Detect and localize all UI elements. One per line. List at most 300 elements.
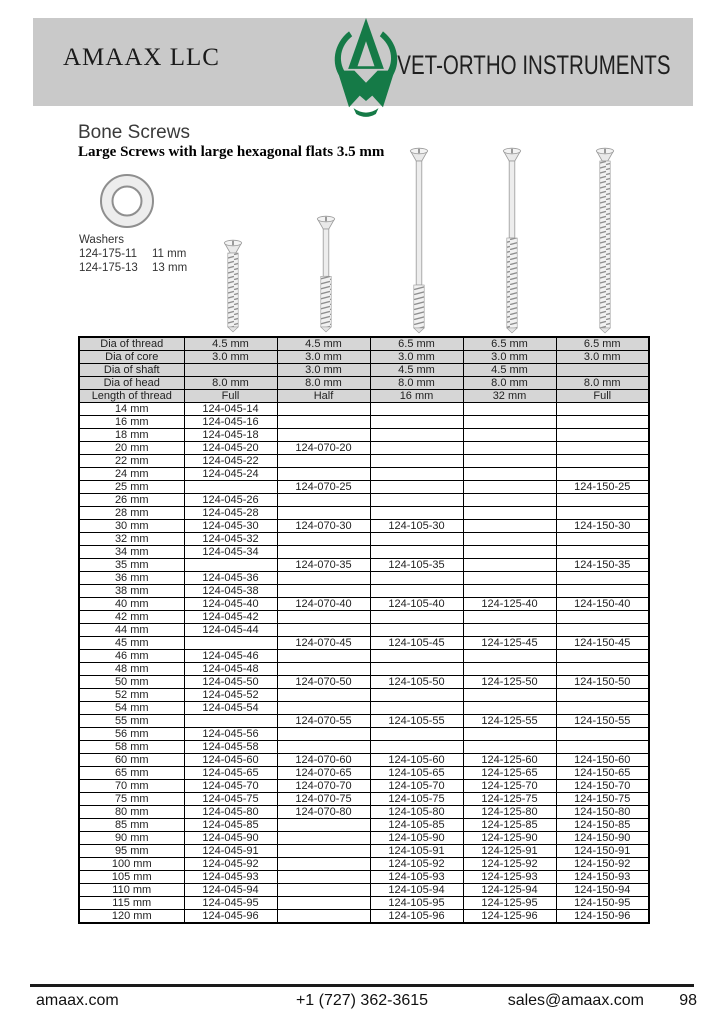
table-row [79,806,649,819]
spec-value: 8.0 mm [184,377,277,390]
part-number: 124-150-93 [556,871,649,884]
table-row [79,650,649,663]
part-number: 124-150-90 [556,832,649,845]
part-number: 124-150-60 [556,754,649,767]
thread-length: 58 mm [79,741,184,754]
part-number: 124-150-25 [556,481,649,494]
part-number [556,455,649,468]
part-number: 124-070-30 [277,520,370,533]
part-number [277,897,370,910]
part-number: 124-045-28 [184,507,277,520]
part-number: 124-125-80 [463,806,556,819]
part-number: 124-045-22 [184,455,277,468]
part-number: 124-150-35 [556,559,649,572]
table-row [79,455,649,468]
spec-value: 8.0 mm [556,377,649,390]
spec-label: Dia of shaft [79,364,184,377]
part-number: 124-045-16 [184,416,277,429]
part-number [277,611,370,624]
thread-length: 55 mm [79,715,184,728]
part-number [556,689,649,702]
spec-row [79,377,649,390]
table-row [79,858,649,871]
spec-row [79,364,649,377]
part-number [370,572,463,585]
part-number [277,689,370,702]
part-number: 124-070-80 [277,806,370,819]
part-number: 124-125-96 [463,910,556,924]
table-row [79,585,649,598]
thread-length: 34 mm [79,546,184,559]
part-number [556,442,649,455]
thread-length: 22 mm [79,455,184,468]
spec-value: 6.5 mm [370,337,463,351]
thread-length: 45 mm [79,637,184,650]
part-number: 124-070-60 [277,754,370,767]
thread-length: 28 mm [79,507,184,520]
table-row [79,598,649,611]
part-number [277,819,370,832]
thread-length: 52 mm [79,689,184,702]
part-number: 124-045-85 [184,819,277,832]
washers-label: Washers [79,234,124,246]
spec-value: 6.5 mm [556,337,649,351]
part-number: 124-045-50 [184,676,277,689]
part-number: 124-125-70 [463,780,556,793]
part-number: 124-045-44 [184,624,277,637]
part-number: 124-125-50 [463,676,556,689]
part-number [556,468,649,481]
part-number [463,663,556,676]
thread-length: 115 mm [79,897,184,910]
part-number: 124-125-93 [463,871,556,884]
thread-length: 100 mm [79,858,184,871]
part-number: 124-105-60 [370,754,463,767]
part-number [370,494,463,507]
part-number: 124-045-54 [184,702,277,715]
part-number [556,741,649,754]
spec-label: Dia of core [79,351,184,364]
part-number: 124-125-90 [463,832,556,845]
part-number: 124-070-70 [277,780,370,793]
thread-length: 90 mm [79,832,184,845]
part-number: 124-070-35 [277,559,370,572]
table-row [79,468,649,481]
part-number: 124-150-85 [556,819,649,832]
footer-divider [30,984,694,987]
part-number [184,637,277,650]
part-number [463,611,556,624]
thread-length: 35 mm [79,559,184,572]
thread-length: 56 mm [79,728,184,741]
spec-value: 3.0 mm [277,351,370,364]
footer-phone: +1 (727) 362-3615 [295,992,429,1009]
part-number [370,689,463,702]
table-row [79,533,649,546]
spec-value: 16 mm [370,390,463,403]
part-number [277,403,370,416]
spec-value: 6.5 mm [463,337,556,351]
part-number [370,663,463,676]
screw-parts-table [78,336,650,924]
part-number: 124-045-60 [184,754,277,767]
part-number: 124-125-92 [463,858,556,871]
part-number: 124-150-92 [556,858,649,871]
part-number: 124-045-92 [184,858,277,871]
footer-page-number: 98 [679,992,697,1009]
spec-value: Half [277,390,370,403]
spec-value: 3.0 mm [370,351,463,364]
table-row [79,702,649,715]
table-row [79,871,649,884]
part-number [277,585,370,598]
part-number [463,520,556,533]
part-number [463,533,556,546]
part-number [556,403,649,416]
part-number: 124-045-70 [184,780,277,793]
part-number: 124-150-55 [556,715,649,728]
part-number: 124-045-94 [184,884,277,897]
part-number [556,624,649,637]
spec-value [184,364,277,377]
part-number: 124-070-25 [277,481,370,494]
part-number: 124-045-65 [184,767,277,780]
part-number [463,403,556,416]
part-number [370,741,463,754]
part-number [370,429,463,442]
part-number [463,585,556,598]
part-number [463,559,556,572]
table-row [79,845,649,858]
table-row [79,637,649,650]
part-number: 124-150-45 [556,637,649,650]
part-number: 124-045-36 [184,572,277,585]
part-number [463,429,556,442]
part-number [556,416,649,429]
table-row [79,442,649,455]
part-number: 124-045-34 [184,546,277,559]
part-number: 124-150-75 [556,793,649,806]
thread-length: 120 mm [79,910,184,924]
part-number: 124-045-58 [184,741,277,754]
part-number: 124-045-93 [184,871,277,884]
part-number: 124-125-65 [463,767,556,780]
spec-value: 3.0 mm [184,351,277,364]
thread-length: 40 mm [79,598,184,611]
part-number: 124-105-90 [370,832,463,845]
washers-caption [79,233,187,275]
part-number [463,468,556,481]
part-number [463,481,556,494]
part-number: 124-125-45 [463,637,556,650]
thread-length: 75 mm [79,793,184,806]
part-number [556,702,649,715]
part-number: 124-105-93 [370,871,463,884]
part-number [556,650,649,663]
part-number: 124-045-20 [184,442,277,455]
part-number [556,728,649,741]
part-number [463,741,556,754]
table-row [79,897,649,910]
part-number [277,910,370,924]
part-number: 124-045-80 [184,806,277,819]
table-row [79,689,649,702]
part-number [277,650,370,663]
part-number: 124-105-95 [370,897,463,910]
part-number [277,884,370,897]
part-number [370,416,463,429]
part-number [370,624,463,637]
spec-value [556,364,649,377]
part-number: 124-045-26 [184,494,277,507]
spec-value: 4.5 mm [463,364,556,377]
part-number [556,507,649,520]
part-number: 124-045-48 [184,663,277,676]
table-row [79,884,649,897]
part-number [277,741,370,754]
part-number: 124-045-24 [184,468,277,481]
part-number: 124-150-70 [556,780,649,793]
washer-code: 124-175-11 [79,248,137,260]
part-number-rows [79,403,649,924]
part-number [463,455,556,468]
part-number: 124-105-30 [370,520,463,533]
table-row [79,676,649,689]
spec-value: 8.0 mm [370,377,463,390]
part-number [370,442,463,455]
part-number: 124-045-90 [184,832,277,845]
thread-length: 60 mm [79,754,184,767]
part-number: 124-045-38 [184,585,277,598]
part-number: 124-070-45 [277,637,370,650]
part-number: 124-150-50 [556,676,649,689]
part-number: 124-070-75 [277,793,370,806]
part-number: 124-105-92 [370,858,463,871]
table-row [79,403,649,416]
part-number [556,429,649,442]
part-number [463,546,556,559]
page-title: Bone Screws [78,122,190,143]
part-number [556,494,649,507]
spec-value: Full [556,390,649,403]
part-number [370,650,463,663]
table-row [79,416,649,429]
part-number [370,585,463,598]
part-number [370,481,463,494]
part-number: 124-125-95 [463,897,556,910]
part-number [370,728,463,741]
part-number: 124-150-80 [556,806,649,819]
table-row [79,728,649,741]
thread-length: 30 mm [79,520,184,533]
thread-length: 46 mm [79,650,184,663]
thread-length: 16 mm [79,416,184,429]
part-number [277,429,370,442]
part-number: 124-105-40 [370,598,463,611]
part-number: 124-045-56 [184,728,277,741]
part-number [556,611,649,624]
part-number [370,468,463,481]
part-number: 124-125-91 [463,845,556,858]
spec-value: 8.0 mm [463,377,556,390]
part-number: 124-105-50 [370,676,463,689]
table-row [79,507,649,520]
part-number: 124-125-75 [463,793,556,806]
part-number: 124-070-55 [277,715,370,728]
part-number: 124-105-94 [370,884,463,897]
spec-value: Full [184,390,277,403]
table-row [79,767,649,780]
thread-length: 38 mm [79,585,184,598]
spec-value: 3.0 mm [556,351,649,364]
footer-email: sales@amaax.com [507,992,644,1009]
spec-value: 32 mm [463,390,556,403]
table-row [79,611,649,624]
thread-length: 105 mm [79,871,184,884]
part-number [463,650,556,663]
part-number: 124-125-55 [463,715,556,728]
part-number: 124-105-96 [370,910,463,924]
table-row [79,910,649,924]
table-row [79,715,649,728]
spec-value: 4.5 mm [277,337,370,351]
thread-length: 24 mm [79,468,184,481]
thread-length: 32 mm [79,533,184,546]
part-number [277,728,370,741]
spec-row [79,390,649,403]
part-number [556,533,649,546]
table-row [79,793,649,806]
part-number: 124-105-91 [370,845,463,858]
part-number: 124-150-65 [556,767,649,780]
table-row [79,832,649,845]
page-subtitle: Large Screws with large hexagonal flats 3.5 mm [78,144,385,160]
thread-length: 25 mm [79,481,184,494]
part-number: 124-045-95 [184,897,277,910]
spec-value: 3.0 mm [277,364,370,377]
part-number [277,468,370,481]
part-number [556,546,649,559]
part-number [277,663,370,676]
thread-length: 20 mm [79,442,184,455]
washer-item [79,261,187,275]
thread-length: 95 mm [79,845,184,858]
table-row [79,663,649,676]
part-number [463,624,556,637]
part-number: 124-105-55 [370,715,463,728]
spec-row [79,337,649,351]
part-number [463,689,556,702]
part-number: 124-045-46 [184,650,277,663]
washer-size: 13 mm [152,262,188,274]
thread-length: 18 mm [79,429,184,442]
spec-value: 8.0 mm [277,377,370,390]
part-number: 124-150-96 [556,910,649,924]
part-number [184,481,277,494]
thread-length: 65 mm [79,767,184,780]
part-number [463,702,556,715]
part-number: 124-045-42 [184,611,277,624]
part-number: 124-045-75 [184,793,277,806]
part-number: 124-045-40 [184,598,277,611]
thread-length: 54 mm [79,702,184,715]
part-number [277,455,370,468]
spec-label: Dia of head [79,377,184,390]
spec-row [79,351,649,364]
company-name: AMAAX LLC [63,44,220,71]
part-number [277,845,370,858]
part-number [277,533,370,546]
thread-length: 80 mm [79,806,184,819]
thread-length: 44 mm [79,624,184,637]
spec-label: Length of thread [79,390,184,403]
part-number [277,507,370,520]
part-number [556,572,649,585]
spec-value: 4.5 mm [184,337,277,351]
part-number [184,559,277,572]
table-row [79,481,649,494]
part-number [463,442,556,455]
washer-code: 124-175-13 [79,262,138,274]
part-number [370,507,463,520]
screw-images [225,148,614,333]
washer-image [101,175,153,227]
table-row [79,741,649,754]
thread-length: 48 mm [79,663,184,676]
thread-length: 42 mm [79,611,184,624]
thread-length: 70 mm [79,780,184,793]
part-number: 124-045-14 [184,403,277,416]
part-number: 124-105-35 [370,559,463,572]
part-number [463,572,556,585]
part-number [277,702,370,715]
part-number: 124-070-65 [277,767,370,780]
part-number: 124-105-85 [370,819,463,832]
part-number [277,624,370,637]
part-number: 124-125-85 [463,819,556,832]
part-number [370,702,463,715]
thread-length: 110 mm [79,884,184,897]
washer-item [79,247,187,261]
part-number: 124-150-94 [556,884,649,897]
part-number: 124-045-18 [184,429,277,442]
part-number [277,494,370,507]
table-row [79,520,649,533]
part-number: 124-150-95 [556,897,649,910]
part-number [463,494,556,507]
spec-value: 3.0 mm [463,351,556,364]
thread-length: 14 mm [79,403,184,416]
part-number: 124-045-91 [184,845,277,858]
amaax-logo-icon [318,18,414,118]
part-number: 124-045-52 [184,689,277,702]
part-number: 124-125-94 [463,884,556,897]
part-number: 124-045-30 [184,520,277,533]
screw-image-3 [411,148,428,333]
part-number: 124-125-60 [463,754,556,767]
spec-label: Dia of thread [79,337,184,351]
part-number: 124-070-20 [277,442,370,455]
screw-image-1 [225,240,242,332]
part-number [370,546,463,559]
table-row [79,429,649,442]
part-number: 124-045-96 [184,910,277,924]
washer-size: 11 mm [152,248,187,260]
table-row [79,546,649,559]
part-number: 124-070-40 [277,598,370,611]
part-number [277,858,370,871]
screw-image-4 [504,148,521,333]
